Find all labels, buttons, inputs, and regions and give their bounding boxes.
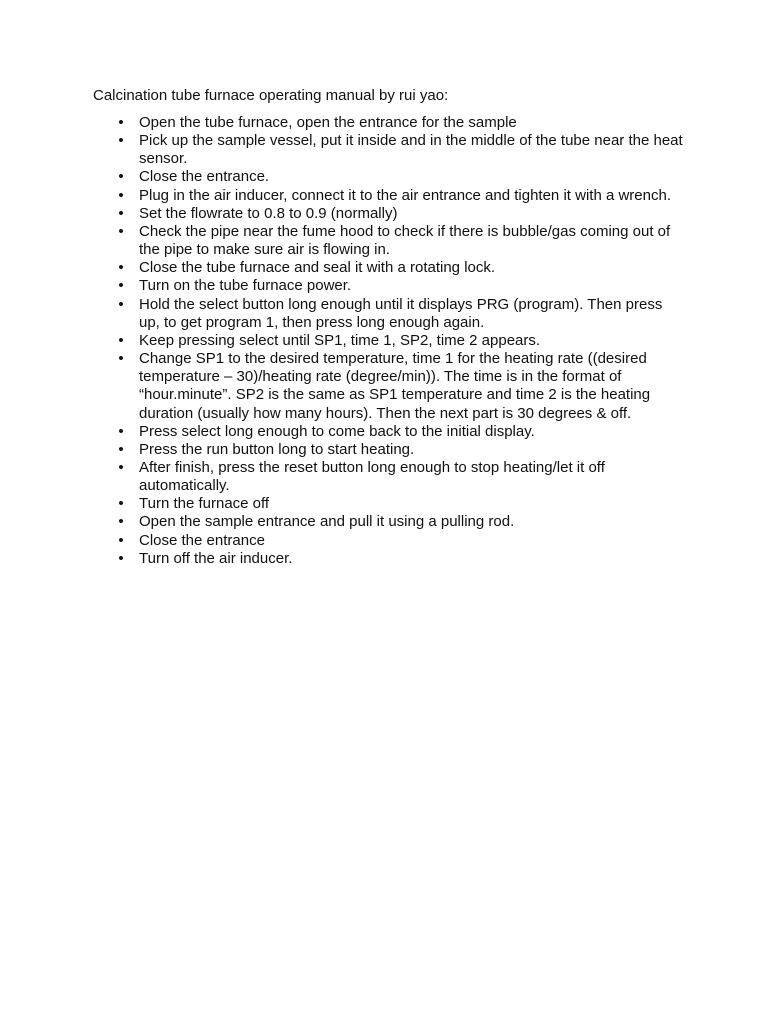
step-text: Turn the furnace off [139,495,270,513]
list-item [93,332,683,350]
step-text: Set the flowrate to 0.8 to 0.9 (normally) [139,204,398,222]
list-item [93,114,683,132]
bullet-icon: • [118,422,124,440]
bullet-icon: • [118,531,124,549]
bullet-icon: • [118,440,124,458]
list-item [93,259,683,277]
list-item [93,423,683,441]
step-text: Plug in the air inducer, connect it to the air entrance and tighten it with a wrench. [139,186,671,204]
list-item [93,168,683,186]
list-item [93,513,683,531]
step-text: Pick up the sample vessel, put it inside and in the middle of the tube near the heat sensor. [139,132,683,168]
step-text: Turn off the air inducer. [139,549,293,567]
step-text: Turn on the tube furnace power. [139,277,352,295]
step-text: Check the pipe near the fume hood to check if there is bubble/gas coming out of the pipe to make sure air is flowing in. [139,222,671,259]
step-text: Close the entrance [139,531,265,549]
bullet-icon: • [118,259,124,277]
list-item [93,296,683,332]
bullet-icon: • [118,277,124,295]
bullet-icon: • [118,458,124,476]
list-item [93,277,683,295]
bullet-icon: • [118,350,124,368]
bullet-icon: • [118,222,124,240]
bullet-icon: • [118,168,124,186]
bullet-icon: • [118,204,124,222]
list-item [93,459,683,495]
list-item [93,495,683,513]
list-item [93,205,683,223]
step-text: Open the tube furnace, open the entrance for the sample [139,114,517,131]
list-item [93,223,683,259]
bullet-icon: • [118,132,124,150]
list-item [93,550,683,568]
list-item [93,532,683,550]
bullet-icon: • [118,331,124,349]
step-text: After finish, press the reset button long enough to stop heating/let it off automatically. [139,458,605,495]
bullet-icon: • [118,549,124,567]
bullet-icon: • [118,513,124,531]
bullet-icon: • [118,186,124,204]
list-item [93,132,683,168]
step-text: Keep pressing select until SP1, time 1, SP2, time 2 appears. [139,331,541,349]
bullet-icon: • [118,495,124,513]
bullet-icon: • [118,295,124,313]
bullet-icon: • [118,114,124,131]
steps-list [93,114,683,568]
list-item [93,441,683,459]
step-text: Close the entrance. [139,168,270,186]
list-item [93,350,683,423]
step-text: Close the tube furnace and seal it with a rotating lock. [139,259,496,277]
step-text: Hold the select button long enough until it displays PRG (program). Then press up, to get program 1, then press long enough again. [139,295,663,331]
document-title: Calcination tube furnace operating manual by rui yao: [93,87,449,104]
step-text: Change SP1 to the desired temperature, time 1 for the heating rate ((desired temperature – 30)/heating rate (degree/min)). The time is in the format of “hour.minute”. SP2 is the same as SP1 temperature and time 2 is the heating duration (usually how many hours). Then the next part is 30 degrees & off. [139,350,651,422]
step-text: Open the sample entrance and pull it using a pulling rod. [139,513,515,531]
step-text: Press the run button long to start heating. [139,440,415,458]
list-item [93,187,683,205]
step-text: Press select long enough to come back to the initial display. [139,422,535,440]
